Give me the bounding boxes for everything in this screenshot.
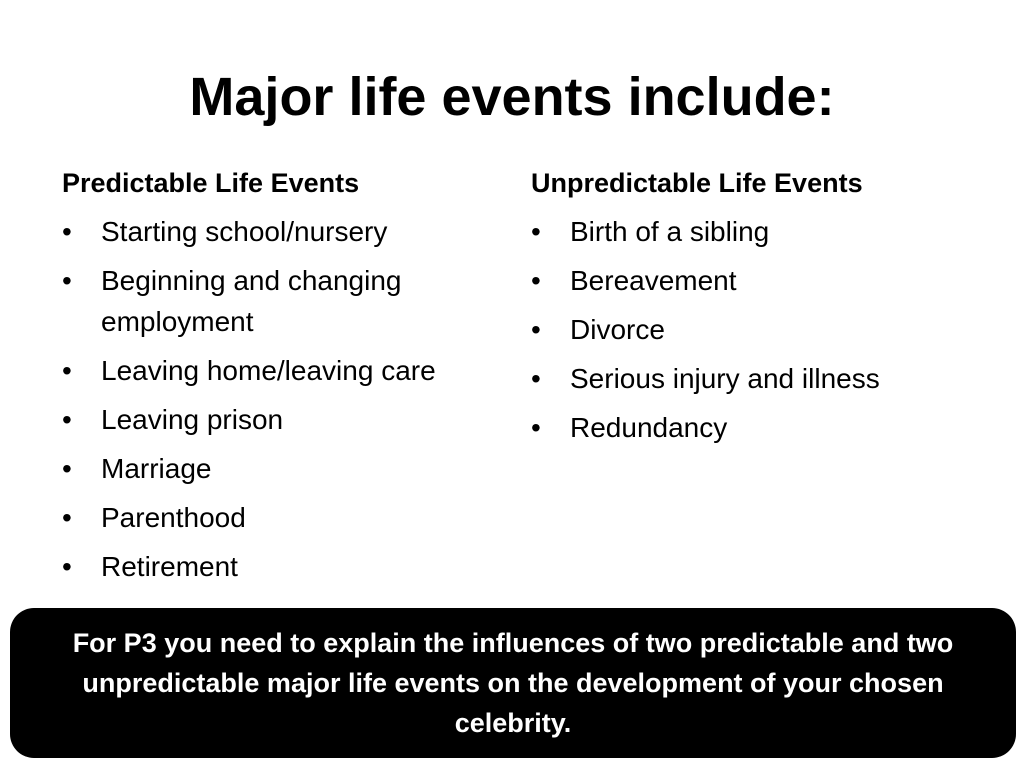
list-item-label: Bereavement [570, 265, 737, 296]
list-item-label: Retirement [101, 551, 238, 582]
bullet-icon: • [531, 265, 541, 296]
bullet-icon: • [62, 355, 72, 386]
bullet-icon: • [62, 265, 72, 296]
assignment-callout-text: For P3 you need to explain the influences of two predictable and two unpredictable major life events on the development of your chosen celebrity. [72, 628, 954, 738]
predictable-events-list [62, 211, 502, 587]
list-item [62, 211, 502, 252]
list-item-label: Beginning and changing employment [101, 265, 402, 337]
bullet-icon: • [62, 216, 72, 247]
list-item [531, 309, 971, 350]
list-item-label: Birth of a sibling [570, 216, 770, 247]
bullet-icon: • [62, 502, 72, 533]
unpredictable-events-column [531, 163, 971, 456]
bullet-icon: • [531, 363, 541, 394]
list-item-label: Marriage [101, 453, 212, 484]
list-item-label: Redundancy [570, 412, 728, 443]
list-item [62, 260, 502, 342]
list-item [62, 546, 502, 587]
list-item-label: Divorce [570, 314, 665, 345]
list-item [531, 211, 971, 252]
list-item [62, 448, 502, 489]
list-item [531, 260, 971, 301]
bullet-icon: • [62, 404, 72, 435]
list-item [62, 350, 502, 391]
predictable-events-column [62, 163, 502, 595]
list-item-label: Parenthood [101, 502, 246, 533]
assignment-callout-box [10, 608, 1016, 758]
predictable-events-heading: Predictable Life Events [62, 168, 360, 198]
list-item-label: Leaving home/leaving care [101, 355, 436, 386]
list-item [531, 358, 971, 399]
list-item [531, 407, 971, 448]
bullet-icon: • [62, 551, 72, 582]
list-item-label: Leaving prison [101, 404, 284, 435]
unpredictable-events-heading: Unpredictable Life Events [531, 168, 863, 198]
unpredictable-events-list [531, 211, 971, 448]
list-item [62, 497, 502, 538]
slide-title: Major life events include: [189, 67, 835, 127]
list-item-label: Starting school/nursery [101, 216, 388, 247]
list-item [62, 399, 502, 440]
bullet-icon: • [531, 216, 541, 247]
bullet-icon: • [62, 453, 72, 484]
bullet-icon: • [531, 314, 541, 345]
bullet-icon: • [531, 412, 541, 443]
list-item-label: Serious injury and illness [570, 363, 880, 394]
